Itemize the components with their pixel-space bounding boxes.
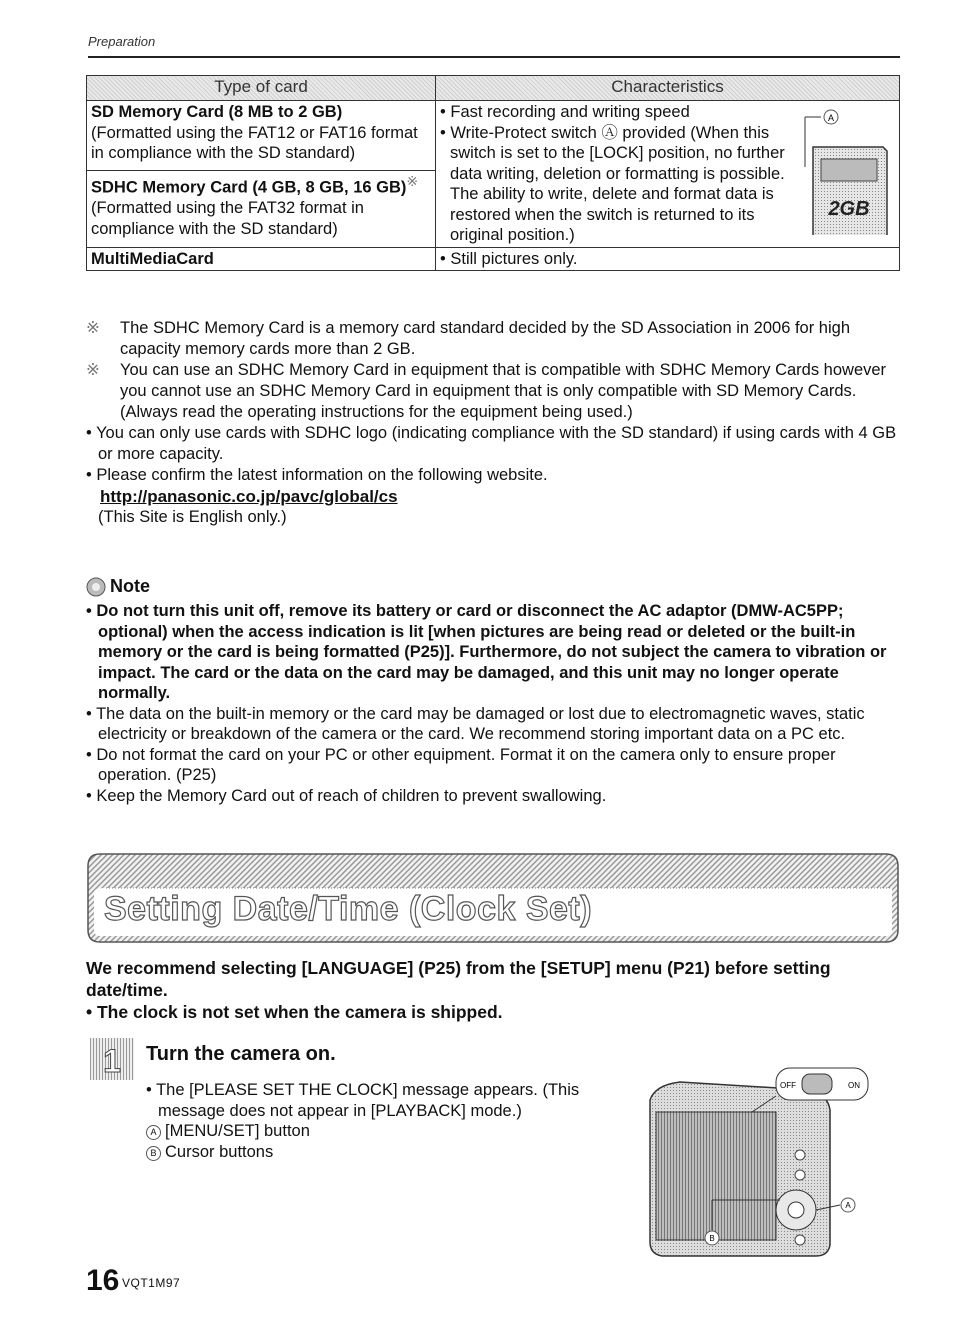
header-rule bbox=[88, 56, 900, 58]
note-item-data-loss: • The data on the built-in memory or the card may be damaged or lost due to electromagnetic waves, static electricity or breakdown of the camera or the card. We recommend storing important data on a PC etc. bbox=[86, 704, 865, 743]
char-fast-speed: • Fast recording and writing speed bbox=[440, 103, 690, 121]
sd-characteristics-cell bbox=[436, 101, 900, 248]
note-item-format: • Do not format the card on your PC or other equipment. Format it on the camera only to ensure proper operation. (P25) bbox=[86, 745, 836, 784]
section-banner bbox=[86, 852, 900, 944]
step-title: Turn the camera on. bbox=[146, 1043, 336, 1065]
sdhc-card-title: SDHC Memory Card (4 GB, 8 GB, 16 GB)※ bbox=[91, 174, 418, 197]
char-write-protect: • Write-Protect switch Ⓐ provided (When this switch is set to the [LOCK] position, no further data writing, deletion or formatting is possible. The ability to write, delete and format data is restored when the switch is returned to its original position.) bbox=[440, 123, 785, 244]
document-code: VQT1M97 bbox=[122, 1276, 181, 1290]
note-heading: Note bbox=[86, 576, 150, 597]
note-item-children: • Keep the Memory Card out of reach of children to prevent swallowing. bbox=[86, 786, 607, 805]
sd-card-illustration bbox=[803, 107, 893, 235]
camera-illustration bbox=[640, 1060, 870, 1260]
note-body bbox=[86, 601, 900, 806]
write-protect-callout: A bbox=[827, 113, 835, 123]
sdhc-footnote-1: The SDHC Memory Card is a memory card standard decided by the SD Association in 2006 for high capacity memory cards more than 2 GB. bbox=[120, 319, 851, 358]
menu-set-legend: A [MENU/SET] button bbox=[146, 1121, 616, 1142]
sdhc-footnote-2: You can use an SDHC Memory Card in equipment that is compatible with SDHC Memory Cards however you cannot use an SDHC Memory Card in equipment that is only compatible with SD Memory Cards. (Always read the operating instructions for the equipment being used.) bbox=[120, 361, 887, 421]
sd-card-title: SD Memory Card (8 MB to 2 GB) bbox=[91, 103, 343, 121]
card-notes: ※ The SDHC Memory Card is a memory card standard decided by the SD Association in 2006 for high capacity memory cards more than 2 GB. ※ You can use an SDHC Memory Card in equipment that is compatible with SDHC Memory Cards however you cannot use an SDHC Memory Card in equipment that is only compatible with SD Memory Cards. (Always read the operating instructions for the equipment being used.) • You can only use cards with SDHC logo (indicating compliance with the SD standard) if using cards with 4 GB or more capacity. • Please confirm the latest information on the following website. http://panasonic.co.jp/pavc/global/cs (This Site is English only.) bbox=[86, 318, 900, 528]
recommend-text: We recommend selecting [LANGUAGE] (P25) from the [SETUP] menu (P21) before setting date/time. bbox=[86, 958, 831, 1000]
col-header-characteristics: Characteristics bbox=[436, 76, 900, 101]
sdhc-card-desc: (Formatted using the FAT32 format in compliance with the SD standard) bbox=[91, 199, 364, 238]
section-title: Setting Date/Time (Clock Set) bbox=[104, 890, 593, 928]
support-link[interactable]: http://panasonic.co.jp/pavc/global/cs bbox=[100, 487, 398, 506]
mmc-title: MultiMediaCard bbox=[87, 247, 436, 271]
step-body bbox=[146, 1080, 616, 1162]
power-off-label: OFF bbox=[780, 1081, 796, 1090]
clock-message-note: • The [PLEASE SET THE CLOCK] message appears. (This message does not appear in [PLAYBACK] mode.) bbox=[146, 1081, 580, 1120]
cursor-callout: B bbox=[709, 1234, 715, 1243]
col-header-type: Type of card bbox=[87, 76, 436, 101]
page-number: 16 bbox=[86, 1264, 120, 1297]
menu-set-callout: A bbox=[845, 1201, 851, 1210]
cursor-legend: B Cursor buttons bbox=[146, 1142, 616, 1163]
note-warning-bold: • Do not turn this unit off, remove its battery or card or disconnect the AC adaptor (DMW-AC5PP; optional) when the access indication is lit [when pictures are being read or deleted or the built-in memory or the card is being formatted (P25)]. Furthermore, do not subject the camera to vibration or impact. The card or the data on the card may be damaged, and this unit may no longer operate normally. bbox=[86, 602, 887, 702]
sd-card-desc: (Formatted using the FAT12 or FAT16 format in compliance with the SD standard) bbox=[91, 123, 418, 162]
website-note: • Please confirm the latest information on the following website. bbox=[86, 466, 548, 484]
mmc-characteristics: • Still pictures only. bbox=[436, 247, 900, 271]
sd-card-cell bbox=[87, 101, 436, 171]
step-number: 1 bbox=[103, 1043, 121, 1079]
card-capacity-label: 2GB bbox=[828, 198, 870, 220]
recommendation bbox=[86, 957, 900, 1023]
sdhc-card-cell bbox=[87, 171, 436, 247]
section-header: Preparation bbox=[88, 34, 156, 49]
note-icon bbox=[86, 577, 106, 597]
link-language-note: (This Site is English only.) bbox=[98, 508, 287, 526]
step-number-badge bbox=[90, 1038, 134, 1080]
sdhc-logo-note: • You can only use cards with SDHC logo (indicating compliance with the SD standard) if using cards with 4 GB or more capacity. bbox=[86, 424, 897, 463]
power-on-label: ON bbox=[848, 1081, 860, 1090]
clock-not-set-note: • The clock is not set when the camera is shipped. bbox=[86, 1002, 503, 1022]
card-types-table bbox=[86, 75, 900, 271]
